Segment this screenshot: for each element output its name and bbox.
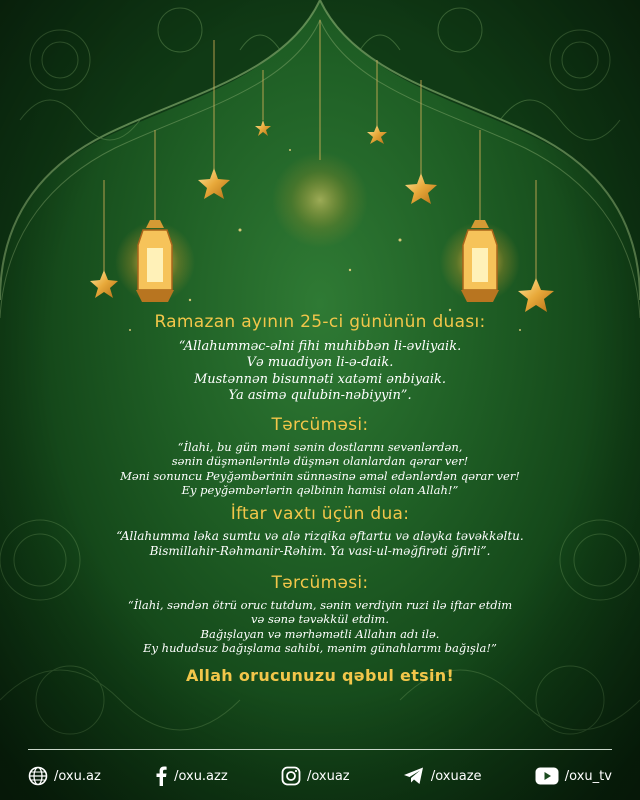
dua-line: “Allahumməc-əlni fihi muhibbən li-əvliyaik.: [178, 339, 462, 354]
closing-block: [0, 666, 640, 685]
facebook-icon: [154, 766, 168, 786]
translation-heading-2-block: [0, 573, 640, 593]
title-block: [0, 312, 640, 332]
telegram-label: /oxuaze: [430, 768, 482, 784]
page-title: Ramazan ayının 25-ci gününün duası:: [154, 312, 486, 332]
instagram-label: /oxuaz: [306, 768, 350, 784]
translation-line: “İlahi, bu gün məni sənin dostlarını sevənlərdən,: [177, 440, 463, 454]
translation-2-text: [0, 598, 640, 656]
youtube-icon: [535, 767, 559, 785]
translation-heading-1-block: [0, 415, 640, 435]
iftar-line: Bismillahir-Rəhmanir-Rəhim. Ya vasi-ul-məğfirəti ğfirli”.: [149, 544, 491, 558]
telegram-icon: [403, 766, 425, 786]
translation-line: və sənə təvəkkül etdim.: [251, 612, 389, 627]
dua-text: [0, 339, 640, 404]
iftar-text: [0, 529, 640, 559]
translation-heading: Tərcüməsi:: [271, 415, 369, 435]
instagram-link[interactable]: [281, 766, 350, 786]
facebook-link[interactable]: [154, 766, 228, 786]
footer-divider: [28, 749, 612, 750]
globe-icon: [28, 766, 48, 786]
facebook-label: /oxu.azz: [174, 768, 228, 784]
dua-line: Ya asimə qulubin-nəbiyyin”.: [228, 387, 412, 403]
translation-line: Ey peyğəmbərlərin qəlbinin hamisi olan Allah!”: [181, 483, 459, 498]
iftar-heading: İftar vaxtı üçün dua:: [230, 504, 410, 524]
iftar-line: “Allahumma ləka sumtu və alə rizqika əftartu və aləyka təvəkkəltu.: [116, 529, 524, 543]
closing-text: Allah orucunuzu qəbul etsin!: [185, 666, 455, 685]
crescent-moon-icon: [272, 152, 368, 248]
translation-line: “İlahi, səndən ötrü oruc tutdum, sənin verdiyin ruzi ilə iftar etdim: [127, 598, 513, 612]
translation-line: Bağışlayan və mərhəmətli Allahın adı ilə.: [200, 626, 440, 641]
dua-line: Mustənnən bisunnəti xatəmi ənbiyaik.: [193, 371, 447, 387]
translation-line: sənin düşmənlərinlə düşmən olanlardan qərar ver!: [171, 454, 469, 469]
website-link[interactable]: [28, 766, 101, 786]
instagram-icon: [281, 766, 301, 786]
website-label: /oxu.az: [54, 768, 101, 784]
translation-1-text: [0, 440, 640, 498]
translation-heading: Tərcüməsi:: [271, 573, 369, 593]
dua-line: Və muadiyən li-ə-daik.: [246, 355, 394, 371]
iftar-heading-block: [0, 504, 640, 524]
translation-line: Ey hududsuz bağışlama sahibi, mənim günahlarımı bağışla!”: [143, 641, 497, 656]
translation-line: Məni sonuncu Peyğəmbərinin sünnəsinə əməl edənlərdən qərar ver!: [120, 468, 520, 483]
telegram-link[interactable]: [403, 766, 482, 786]
footer: [28, 763, 612, 789]
youtube-label: /oxu_tv: [564, 768, 612, 784]
youtube-link[interactable]: [535, 767, 612, 785]
